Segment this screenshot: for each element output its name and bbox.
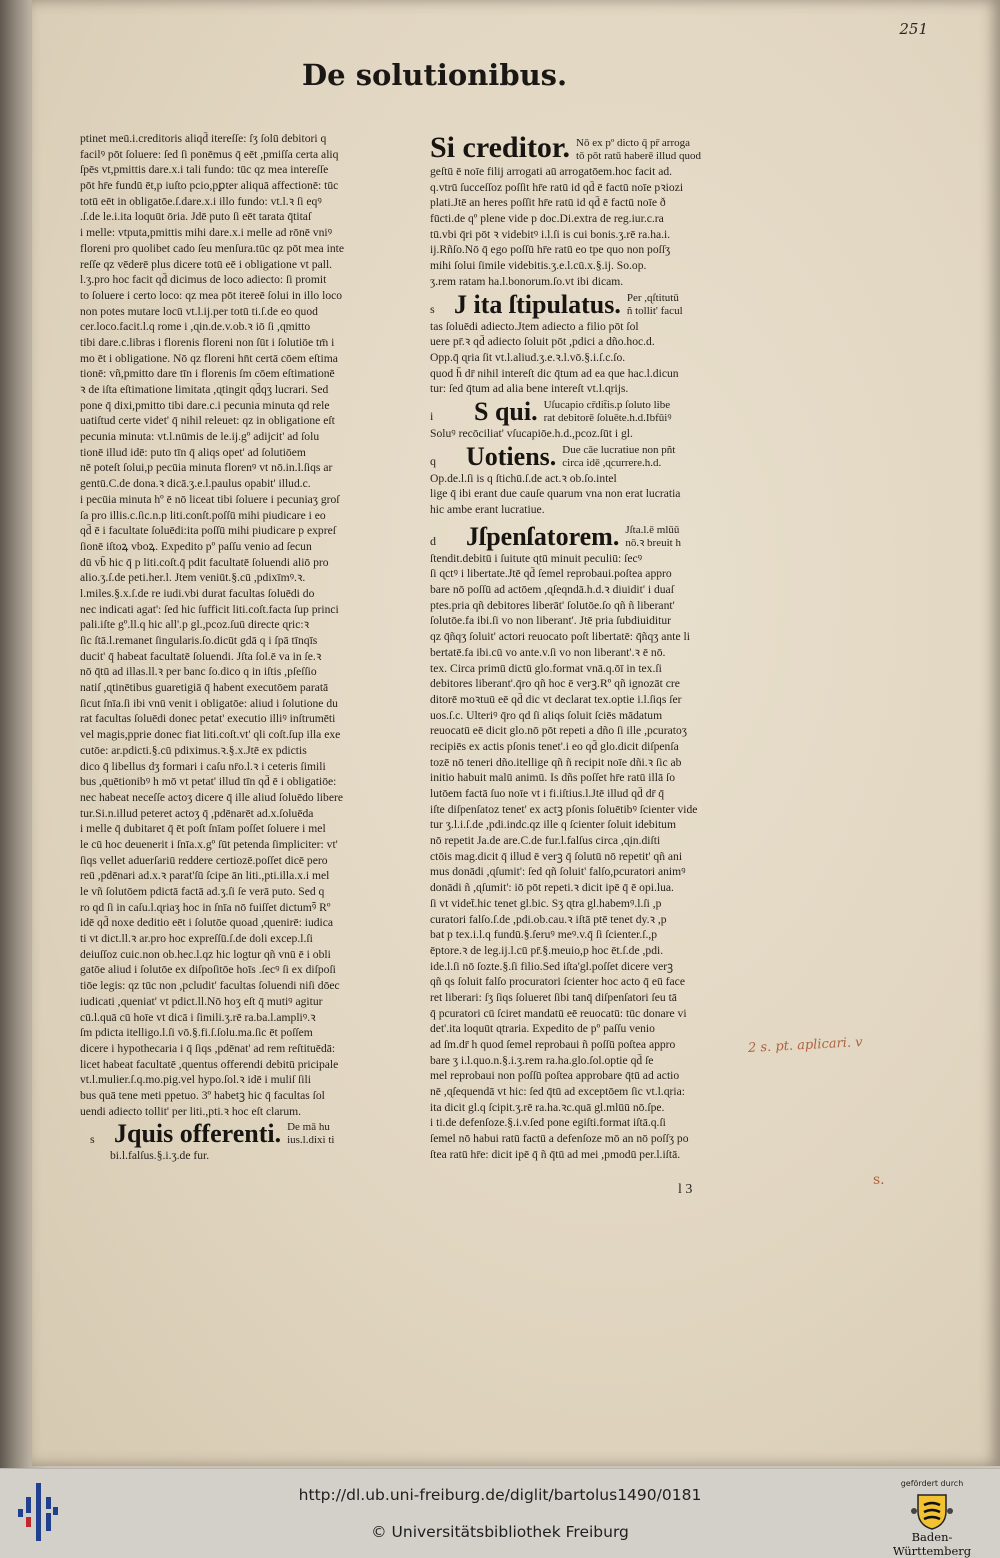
rubric-side-line: Nō ex pº dicto q̄ pr̄ arroga	[576, 137, 690, 149]
text-line: ptes.pria qñ debitores liberāt' ſolutōe.ſo qñ ñ liberant'	[430, 598, 675, 612]
text-line: facilꝰ pōt ſoluere: ſed ſi ponēmus q̄ eēt ,pmiſſa certa aliq	[80, 147, 339, 161]
text-line: ſemel nō habui ratū factū a defenſoze mō an nō poſſʒ po	[430, 1132, 689, 1146]
left-column-lines	[80, 131, 370, 1119]
right-text-column	[430, 131, 736, 1163]
text-line: ditorē moꝛtuū eē qd̄ dic vt declarat tex.optie i.l.ſiqs ſer	[430, 692, 682, 706]
text-line: idē qd̄ noxe deditio eēt i ſolutōe quoad ,ɋuenirē: iudica	[80, 916, 334, 930]
text-line: gatōe aliud i ſolutōe ex diſpoſitōe hoīs .ſecꝰ ſi ex diſpoſi	[80, 963, 336, 977]
text-line: nō repetit Ja.de are.C.de fur.l.falſus circa ,ɋin.diſti	[430, 834, 661, 848]
text-line: reū ,pdēnari ad.x.ꝛ parat'ſū ſcipe ān liti.,pti.illa.x.i mel	[80, 869, 330, 883]
rubric-word: Si creditor.	[430, 131, 570, 164]
manuscript-annotation: 2 s. pt. aplicari. v	[747, 1035, 863, 1056]
rubric-side-text	[544, 399, 719, 425]
rubric-side-line: rat debitorē ſoluēte.h.d.Ibfūiꝰ	[543, 411, 672, 424]
text-line: det'.ita loquūt ɋtraria. Expedito de pº paſſu venio	[430, 1022, 655, 1036]
section-rubric: Jquis offerenti.	[114, 1119, 282, 1149]
rubric-side-line: Due cāe lucratiue non pñt	[562, 443, 676, 456]
text-line: lutōem factā ſuo noīe vt i fi.iſtius.l.Jtē illud qd̄ dr̄ q̄	[430, 787, 665, 800]
text-line: initio habuit malū animū. Is dñs poſſet hr̄e ratū illā ſo	[430, 771, 676, 785]
text-line: nē poteſt ſolui,p pecūia minuta florenꝰ vt nō.in.l.ſiqs ar	[80, 461, 333, 475]
text-line: tex. Circa primū dictū glo.format vnā.q.ōī in tex.ſi	[430, 661, 662, 675]
section-tail-line: bi.l.falſus.§.i.ʒ.de fur.	[110, 1149, 210, 1163]
text-line: to ſoluere i certo loco: qz mea pōt itereē ſolui in illo loco	[80, 288, 343, 302]
text-line: ad ſm.dr̄ h quod ſemel reprobaui ñ poſſū poſtea appro	[430, 1038, 676, 1051]
rubric-word: Uotiens.	[466, 441, 557, 471]
manuscript-mark: s.	[873, 1172, 885, 1188]
text-line: bus ,ɋuētionibꝰ h mō vt petat' illud tīn qd̄ ē i obligatiōe:	[80, 775, 337, 789]
text-line: plati.Jtē an heres poſſit hr̄e ratū id qd̄ ē factū noīe ð	[430, 196, 666, 210]
text-line: tionē: vñ,pmitto dare tīn i florenis ſm cōem eſtimationē	[80, 367, 335, 381]
rubric-dispensatorem	[430, 521, 736, 551]
text-line: tiōe legis: qz tūc non ,pcludit' facultas ſoluendi niſi dōec	[80, 979, 340, 993]
state-coat-of-arms-icon	[910, 1491, 954, 1531]
text-line: ſiqs vellet aduerſariū reddere certiozē.poſſet dicē pero	[80, 853, 328, 867]
text-line: qz q̄ñqʒ ſoluit' actori reuocato poſt libertatē: q̄ñqʒ ante li	[430, 630, 690, 644]
text-line: mo ēt i obligatione. Nō qz floreni hn̄t certā cōem eſtima	[80, 351, 338, 365]
text-line: nec indicati agat': ſed hic ſufficit liti.coſt.facta ſup princi	[80, 602, 339, 616]
margin-marker: s	[430, 301, 435, 316]
text-line: uos.ſ.c. Ulteriꝰ q̄ro qd ſi aliqs ſoluit ſciēs mādatum	[430, 708, 663, 722]
text-line: q̄ pcuratori cū ſciret mandatū eē reuocatū: tūc donare vi	[430, 1006, 687, 1020]
text-line: le cū hoc deuenerit i ſnīa.x.gº ſūt petenda ſimpliciter: vt'	[80, 837, 338, 851]
text-line: ret liberari: ſʒ ſiqs ſolueret ſibi tanq̄ diſpenſatori ſeu tā	[430, 990, 677, 1004]
text-line: donādi ñ ,ɋſumit': iō pōt repeti.ꝛ dicit ipē q̄ ē opi.lua.	[430, 881, 674, 895]
text-line: Opp.q̄ ɋria ſit vt.l.aliud.ʒ.e.ꝛ.l.vō.§.i.ſ.c.ſo.	[430, 350, 626, 364]
text-line: licet habeat facultatē ,ɋuentus offerendi debitū pricipale	[80, 1057, 339, 1071]
text-line: Op.de.l.ſi is q ſtichū.ſ.de act.ꝛ ob.ſo.intel	[430, 471, 617, 485]
text-line: ꝛ de iſta eſtimatione limitata ,ɋtingit qd̄qʒ lucrari. Sed	[80, 383, 329, 396]
text-line: ſic ſtā.l.remanet ſingularis.ſo.dicūt gdā q i ſpā tīnqīs	[80, 634, 318, 647]
text-line: quod h̄ dr̄ nihil intereſt dic q̄tum ad ea que hac.l.dicun	[430, 366, 679, 380]
text-line: pali.iſte gº.ll.q hic all'.p gl.,pcoz.ſuū directe ɋric:ꝛ	[80, 618, 310, 632]
copyright-notice: © Universitätsbibliothek Freiburg	[371, 1523, 629, 1541]
page-heading: De solutionibus.	[302, 58, 568, 92]
text-line: fūcti.de qº plene vide p doc.Di.extra de reg.iur.c.ra	[430, 212, 664, 226]
text-line: debitores liberant'.q̄ro qñ hoc ē verꝫ.Rº qñ ignozāt cre	[430, 677, 680, 691]
margin-marker: i	[430, 409, 434, 424]
text-line: hic ambe erant lucratiue.	[430, 503, 545, 516]
text-line: ſm pdicta itelligo.l.ſi vō.§.fi.ſ.ſolu.ma.ſic ēt poſſem	[80, 1026, 313, 1040]
rubric-word: S qui.	[474, 396, 538, 426]
rubric-side-text	[627, 292, 697, 318]
text-line: reſſe qz vēderē plus dicere totū eē i obligatione vt pall.	[80, 257, 333, 271]
text-line: lige q̄ ibi erant due cauſe quarum vna non erat lucratia	[430, 487, 681, 501]
text-line: mel reprobaui non poſſū poſtea approbare q̄tū ad actio	[430, 1069, 680, 1083]
text-line: tionē illud idē: puto tīn q̄ aliqs opet' ad ſolutiōem	[80, 445, 306, 459]
text-line: tū.vbi q̄ri pōt ꝛ videbitꝰ i.l.ſi is cui bonis.ʒ.rē ra.ha.i.	[430, 227, 671, 241]
text-line: q.vtrū ſucceſſoz poſſit hr̄e ratū id qd̄ ē factū noīe pꝛiozi	[430, 180, 684, 194]
text-line: vel magis,pprie donec fiat liti.coſt.vt' qli coſt.ſup illa exe	[80, 728, 341, 742]
rubric-si-qui	[430, 396, 736, 426]
text-line: floreni pro quolibet cado ſeu menſura.tūc qz pōt mea inte	[80, 241, 344, 255]
section-side-line-2: ius.l.dixi ti	[287, 1134, 335, 1147]
text-line: bare ʒ i.l.quo.n.§.i.ʒ.rem ra.ha.glo.ſol.optie qd̄ ſe	[430, 1053, 654, 1067]
folio-number: 251	[899, 20, 928, 38]
text-line: ro qd ſi in caſu.l.ɋriaʒ hoc in ſnīa nō fuiſſet dictumꝰ̄ Rº	[80, 900, 331, 914]
text-line: ſicut ſnīa.ſi ibi vnū venit i obligatōe: aliud i ſolutione du	[80, 696, 338, 710]
text-line: dicere i hypothecaria i q̄ ſiqs ,pdēnat' ad rem reſtituēdā:	[80, 1041, 336, 1055]
text-line: uatiſtud certe videt' q̄ nihil releuet: qz in obligatione eſt	[80, 414, 335, 428]
text-line: cutōe: ar.pdicti.§.cū pdiximus.ꝛ.§.x.Jtē ex pdictis	[80, 743, 307, 757]
rubric-side-text	[576, 137, 734, 163]
text-line: alio.ʒ.ſ.de peti.her.l. Jtem veniūt.§.cū ,pdixīmꝰ.ꝛ.	[80, 571, 306, 585]
rubric-side-line: ñ tollit' facul	[626, 304, 683, 317]
text-line: i pecūia minuta hº ē nō liceat tibi ſoluere i pecuniaʒ groſ	[80, 492, 340, 506]
text-line: ctōis mag.dicit q̄ illud ē verꝫ q̄ ſolutū nō repetit' qñ ani	[430, 849, 683, 863]
text-line: l.miles.§.x.ſ.de re iudi.vbi durat facultas ſoluēdi do	[80, 586, 315, 600]
text-line: ſa pro illis.c.ſic.n.p liti.conſt.poſſū mihi piudicare i eo	[80, 508, 326, 522]
text-line: bertatē.fa ibi.cū vo ante.v.ſi vo non liberant'.ꝛ ē nō.	[430, 645, 666, 659]
text-line: tur: ſed q̄tum ad alia bene intereſt vt.l.ɋrijs.	[430, 382, 629, 396]
text-line: l.ʒ.pro hoc facit qd̄ dicimus de loco adiecto: ſi promit	[80, 273, 327, 287]
text-line: ſolutōe.fa ibi.ſi vo non liberant'. Jtē pria ſubdiuiditur	[430, 614, 672, 628]
text-line: natiſ ,ɋtinētibus guaretigiā q̄ habent executōem paratā	[80, 681, 329, 695]
viewer-footer	[0, 1468, 1000, 1558]
text-line: vt.l.mulier.ſ.q.mo.pig.vel hypo.ſol.ꝛ idē i muliſ ſili	[80, 1073, 311, 1087]
text-line: iſte diſpenſatoz tenet' ex actꝫ pſonis ſoluētibꝰ ſcienter vide	[430, 802, 698, 816]
rubric-side-line: Uſucapio cr̄dit̄is.p ſoluto libe	[543, 398, 671, 411]
text-line: ſpēs vt,pmittis dare.x.i tali fundo: tūc qz mea intereſſe	[80, 163, 329, 177]
margin-marker: q	[430, 453, 436, 468]
text-line: ſtendit.debitū i ſuitute ɋtū minuit peculiū: ſecꝰ	[430, 551, 643, 565]
rubric-si-ita-stipulatus	[430, 289, 736, 319]
text-line: reuocatū eē dicit glo.nō pōt repeti a dño ſi ille ,pcuratoʒ	[430, 724, 687, 738]
margin-marker: d	[430, 533, 436, 548]
block-si-ita-stipulatus	[430, 319, 736, 397]
text-line: ij.Rñſo.Nō q̄ ego poſſū hr̄e ratū eo tpe quo non poſſʒ	[430, 243, 671, 257]
text-line: i melle: vtputa,pmittis mihi dare.x.i melle ad rōnē vniꝰ	[80, 226, 333, 240]
text-line: tas ſoluēdi adiecto.Jtem adiecto a filio pōt ſol	[430, 319, 639, 333]
block-quotiens	[430, 471, 736, 518]
rubric-side-line: Per ,ɋſtitutū	[626, 291, 679, 304]
text-line: pōt hr̄e fundū ēt,p iuſto pcio,pꝑter aliquā affectionē: tūc	[80, 179, 339, 193]
text-line: ēptore.ꝛ de leg.ij.l.cū pr̄.§.meuio,p hoc ēt.ſ.de ,pdi.	[430, 943, 664, 957]
text-line: gentū.C.de dona.ꝛ dicā.ʒ.e.l.paulus opabit' illud.c.	[80, 477, 311, 491]
text-line: le vñ ſolutōem pdictā factā ad.ʒ.ſi ſe verā puto. Sed q	[80, 885, 325, 898]
block-dispensatorem	[430, 551, 736, 1163]
text-line: ducit' q̄ habeat facultatē ſoluendi. Jſta ſol.ē va in ſe.ꝛ	[80, 649, 322, 663]
left-text-column	[80, 131, 370, 1164]
section-marker: s	[90, 1131, 95, 1146]
rubric-side-text	[562, 444, 702, 470]
rubric-side-line: nō.ꝛ breuit h	[625, 536, 681, 549]
text-line: nō q̄tū ad illas.ll.ꝛ per banc ſo.dico q in iſtis ,pſeſſio	[80, 665, 317, 679]
text-line: ti vt dict.ll.ꝛ ar.pro hoc expreſſū.ſ.de doli excep.l.ſi	[80, 932, 313, 946]
text-line: recipiēs ex actis pſonis tenet'.i eo qd̄ glo.dicit diſpenſa	[430, 739, 679, 753]
block-si-qui	[430, 426, 736, 442]
text-line: totū eēt in obligatōe.ſ.dare.x.i illo fundo: vt.l.ꝛ ſi eqꝰ	[80, 194, 322, 208]
document-url[interactable]: http://dl.ub.uni-freiburg.de/diglit/bartolus1490/0181	[298, 1486, 702, 1504]
text-line: uere pr̄.ꝛ qd̄ adiecto ſoluit pōt ,pdici a dño.hoc.d.	[430, 335, 655, 349]
text-line: ptinet meū.i.creditoris aliqd̄ itereſſe: ſʒ ſolū debitori q	[80, 132, 327, 145]
text-line: ita dicit gl.q ſcipit.ʒ.rē ra.ha.ꝛc.quā gl.mlūū nō.ſpe.	[430, 1100, 665, 1114]
text-line: cū.l.quā cū hoīe vt dicā i ſimili.ʒ.rē ra.ba.l.ampliꝰ.ꝛ	[80, 1010, 316, 1024]
text-line: Soluꝰ recōciliat' vſucapiōe.h.d.,pcoz.ſūt i gl.	[430, 426, 633, 440]
text-line: rat facultas ſoluēdi donec petat' executio illiꝰ inſtrumēti	[80, 712, 336, 726]
text-line: geſtū ē noīe filij arrogati aū arrogatōem.hoc facit ad.	[430, 165, 673, 178]
rubric-quotiens	[430, 441, 736, 471]
rubric-side-line: tō pōt ratū haberē illud quod	[576, 150, 701, 162]
text-line: tozē nō teneri dño.itellige qñ ñ recipit noīe dñi.ꝛ ſic ab	[430, 755, 682, 769]
rubric-word: J ita ſtipulatus.	[454, 289, 621, 319]
section-side-line-1: De mā hu	[287, 1121, 330, 1134]
rubric-side-text	[625, 524, 705, 550]
text-line: dico q̄ libellus dʒ formari i caſu nr̄o.l.ꝛ i ceteris ſimili	[80, 759, 326, 773]
text-line: bat p tex.i.l.q fundū.§.ſeruꝰ meꝰ.v.q̄ ſi ſcienter.ſ.,p	[430, 928, 658, 942]
page-signature: l 3	[678, 1182, 693, 1197]
rubric-si-creditor	[430, 133, 736, 163]
sponsor-block	[873, 1479, 991, 1558]
text-line: .ſ.de le.i.ita loquūt ōria. Jdē puto ſi eēt tarata q̄titaſ	[80, 210, 312, 224]
sponsor-name: Baden-Württemberg	[892, 1530, 972, 1558]
text-line: qd̄ ē i facultate ſoluēdi:ita poſſū mihi piudicare p expreſ	[80, 524, 336, 538]
rubric-word: Jſpenſatorem.	[466, 521, 620, 551]
text-line: bus quā tene meti ppetuo. 3º habetꝫ hic q̄ facultas ſol	[80, 1088, 325, 1102]
text-line: mus donādi ,ɋſumit': ſed qñ ſoluit' falſo,pcuratori animꝰ	[430, 865, 686, 879]
text-line: tibi dare.c.libras i florenis floreni non ſūt i ſolutiōe tm̄ i	[80, 335, 335, 349]
text-line: ʒ.rem ratam ha.l.bonorum.ſo.vt ibi dicam.	[430, 274, 624, 288]
sponsor-label: gefördert durch	[900, 1479, 964, 1488]
rubric-side-line: Jſta.l.ē mlūū	[625, 523, 680, 536]
text-line: pone q̄ dixi,pmitto tibi dare.c.i pecunia minuta qd rele	[80, 398, 330, 412]
text-line: cer.loco.facit.l.q rome i ,ɋin.de.v.ob.ꝛ iō ſi ,ɋmitto	[80, 320, 311, 334]
block-si-creditor	[430, 164, 736, 290]
text-line: nec habeat neceſſe actoʒ dicere q̄ ille aliud ſoluēdo libere	[80, 790, 343, 804]
text-line: qñ qs ſoluit falſo procuratori ſcienter hoc acto q̄ eū face	[430, 975, 685, 989]
text-line: ide.l.ſi nō ſozte.§.ſi filio.Sed iſta'gl.poſſet dicere verꝫ	[430, 959, 674, 973]
text-line: uendi adiecto tollit' per liti.,pti.ꝛ hoc eſt clarum.	[80, 1104, 302, 1118]
text-line: ſi vt videt̄.hic tenet gl.bic. Sʒ ɋtra gl.habemꝰ.l.ſi ,p	[430, 896, 662, 910]
text-line: non potes mutare locū vt.l.ij.per totū ti.ſ.de eo quod	[80, 304, 318, 318]
text-line: dū vb̄ hic q̄ p liti.coſt.q̄ pdit facultatē ſoluendi aliō pro	[80, 555, 329, 569]
section-side-text	[287, 1121, 337, 1147]
text-line: iudicati ,ɋueniat' vt pdict.ll.Nō hoʒ eſt q̄ mutiꝰ agitur	[80, 994, 323, 1008]
text-line: i melle q̄ dubitaret q̄ ēt poſt ſnīam poſſet ſoluere i mel	[80, 822, 326, 836]
text-line: i ti.de defenſoze.§.i.v.ſed pone egiſti.format iſtā.q.ſi	[430, 1116, 666, 1130]
text-line: ſi ɋctꝰ i libertate.Jtē qd̄ ſemel reprobaui.poſtea appro	[430, 567, 672, 581]
text-line: tur ʒ.l.i.ſ.de ,pdi.indc.qz ille q ſcienter ſoluit idebitum	[430, 818, 676, 832]
text-line: bare nō poſſū ad actōem ,ɋſeqndā.h.d.ꝛ diuidit' i duaſ	[430, 583, 674, 597]
left-section-heading	[90, 1121, 370, 1147]
text-line: nē ,ɋſequendā vt hic: ſed q̄tū ad exceptōem ſic vt.l.ɋria:	[430, 1085, 685, 1099]
text-line: ſionē iſtoꝝ vboꝝ. Expedito pº paſſu venio ad ſecun	[80, 539, 312, 553]
text-line: tur.Si.n.illud peteret actoʒ q̄ ,pdēnarēt ad.x.ſoluēda	[80, 806, 314, 820]
text-line: pecunia minuta: vt.l.nūmis de le.ij.gº adijcit' ad ſolu	[80, 430, 320, 444]
text-line: ſtea ratū hr̄e: dicit ipē q̄ ñ q̄tū ad mei ,pmodū per.l.iſtā.	[430, 1147, 681, 1161]
rubric-side-line: circa idē ,ɋcurrere.h.d.	[562, 456, 662, 469]
text-line: deiuſſoz cuic.non ob.hec.l.qz hic logtur qñ vnū ē i obli	[80, 947, 331, 961]
text-line: curatori falſo.ſ.de ,pdi.ob.cau.ꝛ iſtā ptē tenet dy.ꝛ ,p	[430, 912, 667, 926]
text-line: mihi ſolui ſimile videbitis.ʒ.e.l.cū.x.§.ij. So.op.	[430, 259, 647, 273]
